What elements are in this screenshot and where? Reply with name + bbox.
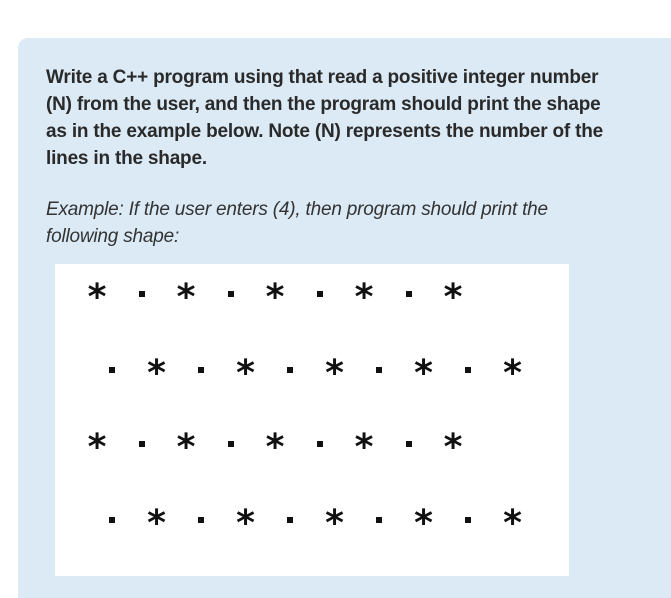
- question-text: Write a C++ program using that read a positive integer number (N) from the user, and then the program should print the shape as in the example below. Note (N) represents the number of the lines in the shape.: [46, 67, 604, 169]
- question-card: [18, 38, 671, 598]
- dot-symbol: [406, 441, 412, 447]
- dot-symbol: [139, 291, 145, 297]
- star-symbol: *: [414, 353, 433, 394]
- example-text: Example: If the user enters (4), then program should print the following shape:: [46, 199, 548, 247]
- star-symbol: *: [443, 427, 463, 468]
- dot-symbol: [198, 517, 204, 523]
- shape-row: [55, 500, 569, 544]
- dot-symbol: [287, 517, 293, 523]
- star-symbol: *: [87, 427, 107, 468]
- star-symbol: *: [443, 277, 463, 318]
- dot-symbol: [228, 291, 234, 297]
- shape-row: [55, 274, 569, 318]
- dot-symbol: [376, 367, 382, 373]
- star-symbol: *: [87, 277, 107, 318]
- dot-symbol: [198, 367, 204, 373]
- star-symbol: *: [503, 353, 522, 394]
- star-symbol: *: [265, 427, 285, 468]
- star-symbol: *: [414, 503, 433, 544]
- star-symbol: *: [147, 503, 166, 544]
- star-symbol: *: [503, 503, 522, 544]
- star-symbol: *: [354, 427, 374, 468]
- dot-symbol: [287, 367, 293, 373]
- dot-symbol: [109, 517, 115, 523]
- dot-symbol: [228, 441, 234, 447]
- dot-symbol: [465, 367, 471, 373]
- dot-symbol: [465, 517, 471, 523]
- star-symbol: *: [236, 503, 255, 544]
- star-symbol: *: [147, 353, 166, 394]
- dot-symbol: [317, 291, 323, 297]
- star-symbol: *: [176, 277, 196, 318]
- dot-symbol: [109, 367, 115, 373]
- dot-symbol: [376, 517, 382, 523]
- star-symbol: *: [325, 503, 344, 544]
- star-symbol: *: [176, 427, 196, 468]
- dot-symbol: [317, 441, 323, 447]
- star-symbol: *: [265, 277, 285, 318]
- shape-row: [55, 350, 569, 394]
- star-symbol: *: [236, 353, 255, 394]
- dot-symbol: [406, 291, 412, 297]
- shape-example-box: [55, 264, 569, 576]
- star-symbol: *: [354, 277, 374, 318]
- star-symbol: *: [325, 353, 344, 394]
- dot-symbol: [139, 441, 145, 447]
- shape-row: [55, 424, 569, 468]
